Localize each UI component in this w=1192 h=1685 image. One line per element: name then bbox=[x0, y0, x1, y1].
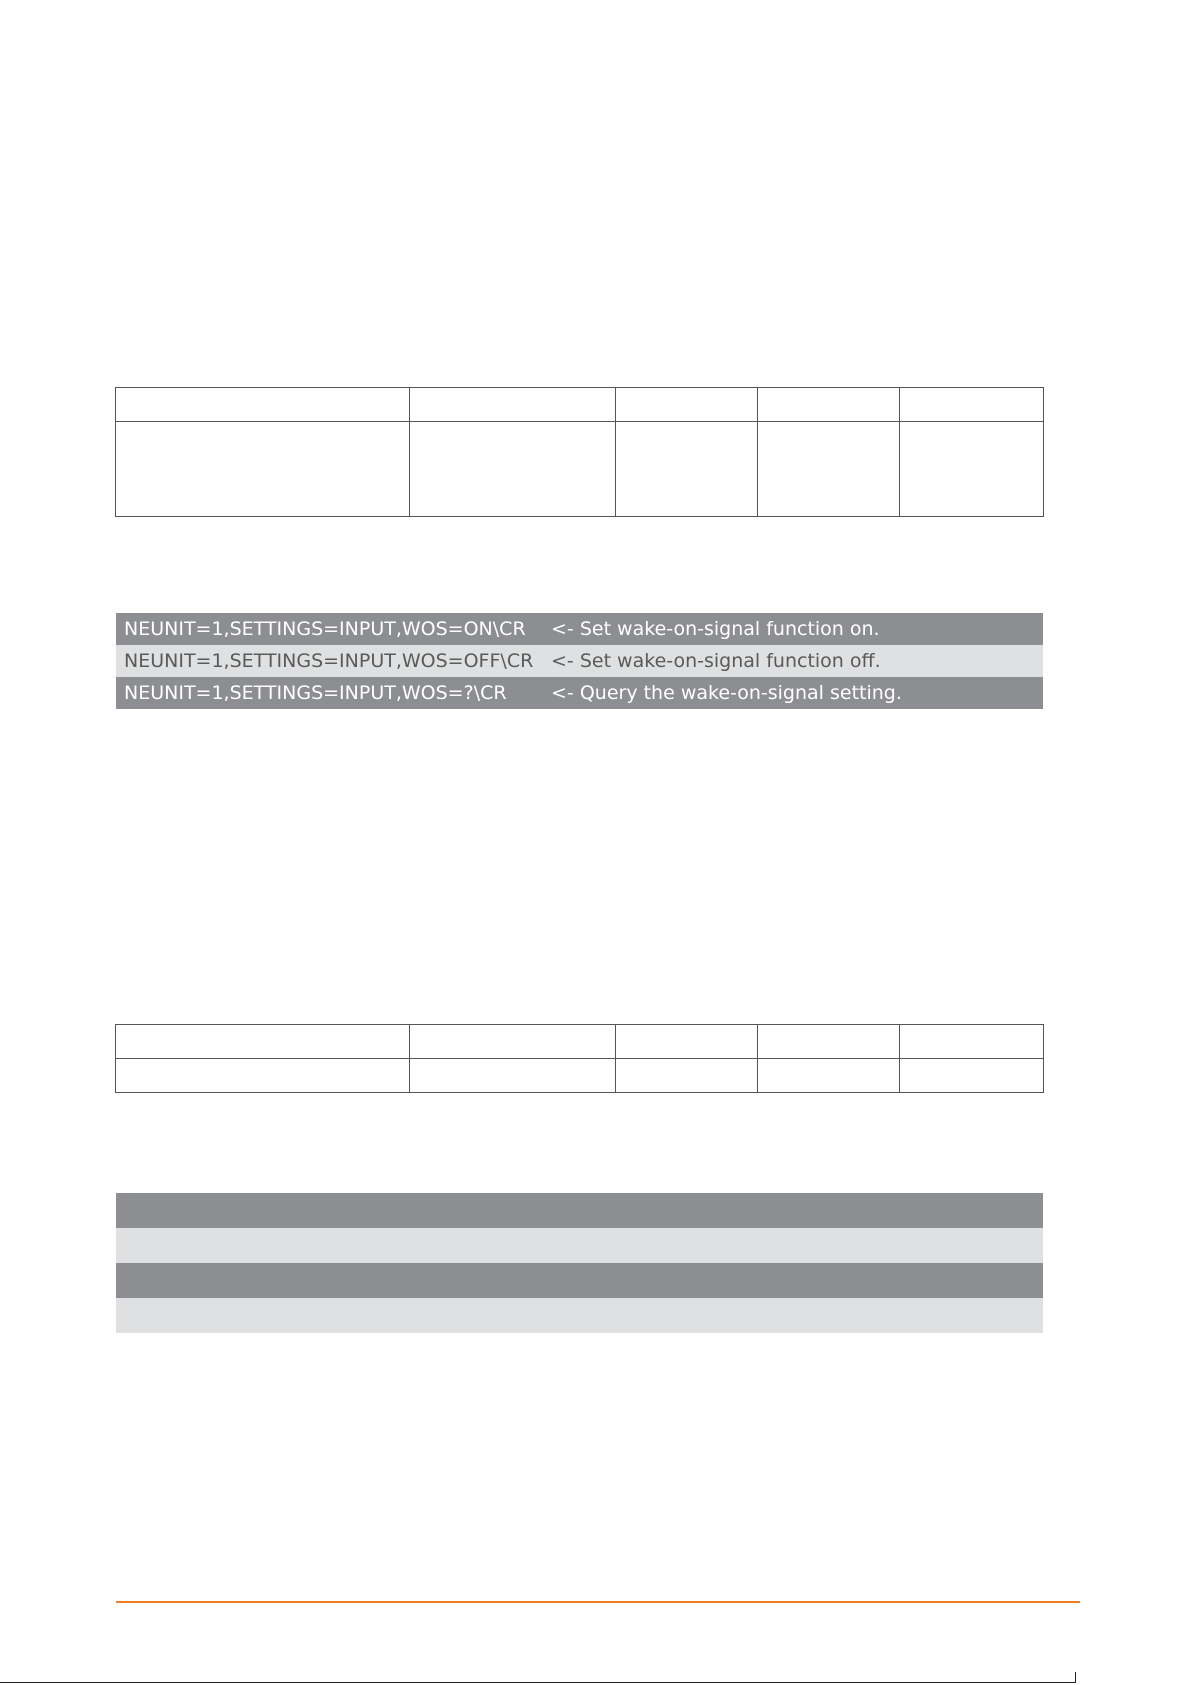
command-description: <- Set wake-on-signal function on. bbox=[551, 618, 880, 640]
table-cell bbox=[758, 1059, 900, 1093]
table-cell bbox=[116, 422, 410, 517]
page-bottom-edge bbox=[0, 1682, 1075, 1683]
table-cell bbox=[900, 422, 1044, 517]
command-row bbox=[116, 645, 1043, 677]
table-cell bbox=[758, 422, 900, 517]
table-cell bbox=[616, 422, 758, 517]
footer-divider bbox=[116, 1601, 1080, 1603]
parameter-table-1 bbox=[115, 387, 1044, 517]
command-examples-2 bbox=[116, 1193, 1043, 1333]
table-cell bbox=[616, 1025, 758, 1059]
command-description: <- Set wake-on-signal function off. bbox=[551, 650, 881, 672]
command-row bbox=[116, 1298, 1043, 1333]
table-row bbox=[116, 422, 1044, 517]
command-row bbox=[116, 677, 1043, 709]
table-cell bbox=[116, 1059, 410, 1093]
command-text: NEUNIT=1,SETTINGS=INPUT,WOS=OFF\CR bbox=[124, 650, 534, 672]
table-cell bbox=[116, 1025, 410, 1059]
command-description: <- Query the wake-on-signal setting. bbox=[551, 682, 902, 704]
table-cell bbox=[116, 388, 410, 422]
table-cell bbox=[900, 1025, 1044, 1059]
table-cell bbox=[900, 1059, 1044, 1093]
page-corner-mark bbox=[1075, 1672, 1076, 1683]
command-row bbox=[116, 1193, 1043, 1228]
table-cell bbox=[616, 388, 758, 422]
table-cell bbox=[758, 388, 900, 422]
command-text: NEUNIT=1,SETTINGS=INPUT,WOS=?\CR bbox=[124, 682, 507, 704]
table-cell bbox=[758, 1025, 900, 1059]
table-cell bbox=[410, 1059, 616, 1093]
table-header-row bbox=[116, 1025, 1044, 1059]
table-cell bbox=[410, 422, 616, 517]
table-header-row bbox=[116, 388, 1044, 422]
table-cell bbox=[616, 1059, 758, 1093]
table-cell bbox=[410, 1025, 616, 1059]
wos-command-examples bbox=[116, 613, 1043, 709]
command-row bbox=[116, 1263, 1043, 1298]
table-cell bbox=[410, 388, 616, 422]
table-cell bbox=[900, 388, 1044, 422]
command-row bbox=[116, 613, 1043, 645]
parameter-table-2 bbox=[115, 1024, 1044, 1093]
command-row bbox=[116, 1228, 1043, 1263]
table-row bbox=[116, 1059, 1044, 1093]
command-text: NEUNIT=1,SETTINGS=INPUT,WOS=ON\CR bbox=[124, 618, 526, 640]
